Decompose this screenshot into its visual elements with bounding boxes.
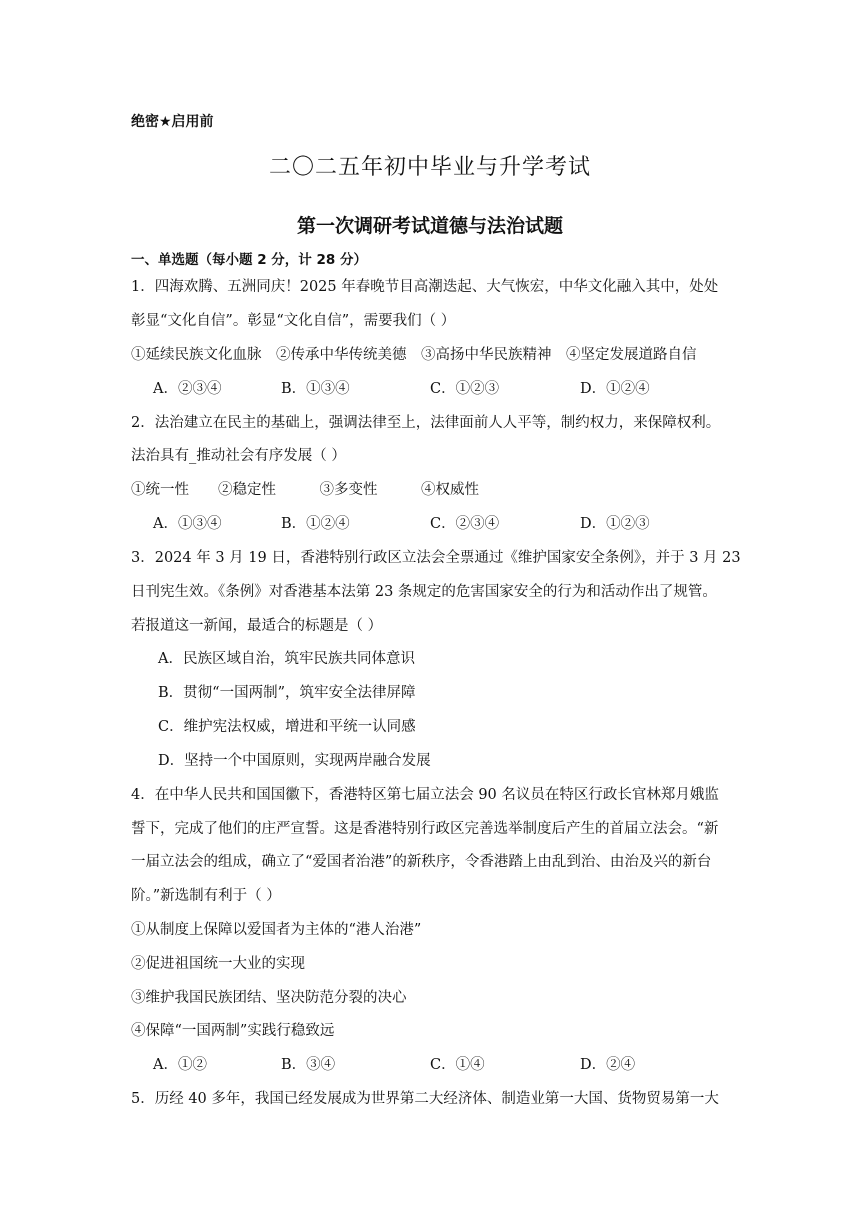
question-4-text: 一届立法会的组成，确立了“爱国者治港”的新秩序，令香港踏上由乱到治、由治及兴的新台 xyxy=(131,854,712,870)
question-4-item: ③维护我国民族团结、坚决防范分裂的决心 xyxy=(131,990,407,1006)
question-1-text: 1．四海欢腾、五洲同庆！2025 年春晚节目高潮迭起、大气恢宏，中华文化融入其中，处处 xyxy=(131,279,719,295)
question-3-choice-a: A．民族区域自治，筑牢民族共同体意识 xyxy=(158,651,415,667)
question-1-choice-b: B．①③④ xyxy=(281,381,350,397)
question-4-choice-d: D．②④ xyxy=(580,1057,636,1073)
question-3-text: 3．2024 年 3 月 19 日，香港特别行政区立法会全票通过《维护国家安全条例》，并于 3 月 23 xyxy=(131,550,741,566)
question-2-text: 2．法治建立在民主的基础上，强调法律至上，法律面前人人平等，制约权力，来保障权利。 xyxy=(131,415,721,431)
question-4-choice-b: B．③④ xyxy=(281,1057,336,1073)
question-4-text: 阶。”新选制有利于（ ） xyxy=(131,888,281,904)
question-5-text: 5．历经 40 多年，我国已经发展成为世界第二大经济体、制造业第一大国、货物贸易第一大 xyxy=(131,1091,719,1107)
question-2-text: 法治具有_推动社会有序发展（ ） xyxy=(131,448,346,464)
confidential-label: 绝密★启用前 xyxy=(131,114,214,130)
question-3-choice-d: D．坚持一个中国原则，实现两岸融合发展 xyxy=(158,753,431,769)
question-1-text: 彰显“文化自信”。彰显“文化自信”，需要我们（ ） xyxy=(131,313,456,329)
question-2-choice-d: D．①②③ xyxy=(580,516,650,532)
question-4-choice-a: A．①② xyxy=(153,1057,207,1073)
question-2-choice-a: A．①③④ xyxy=(153,516,222,532)
question-4-choice-c: C．①④ xyxy=(430,1057,485,1073)
question-4-text: 誓下，完成了他们的庄严宣誓。这是香港特别行政区完善选举制度后产生的首届立法会。“新 xyxy=(131,821,719,837)
question-2-choice-c: C．②③④ xyxy=(430,516,500,532)
question-1-choice-d: D．①②④ xyxy=(580,381,650,397)
exam-subtitle: 第一次调研考试道德与法治试题 xyxy=(296,215,563,237)
question-3-choice-c: C．维护宪法权威，增进和平统一认同感 xyxy=(158,719,416,735)
question-1-items: ①延续民族文化血脉 ②传承中华传统美德 ③高扬中华民族精神 ④坚定发展道路自信 xyxy=(131,347,697,363)
question-2-items: ①统一性 ②稳定性 ③多变性 ④权威性 xyxy=(131,482,479,498)
question-4-item: ②促进祖国统一大业的实现 xyxy=(131,956,305,972)
question-3-text: 日刊宪生效。《条例》对香港基本法第 23 条规定的危害国家安全的行为和活动作出了规管。 xyxy=(131,584,717,600)
question-1-choice-a: A．②③④ xyxy=(153,381,222,397)
question-4-item: ①从制度上保障以爱国者为主体的“港人治港” xyxy=(131,922,422,938)
question-4-text: 4．在中华人民共和国国徽下，香港特区第七届立法会 90 名议员在特区行政长官林郑月娥监 xyxy=(131,787,719,803)
question-3-choice-b: B．贯彻“一国两制”，筑牢安全法律屏障 xyxy=(158,685,416,701)
question-2-choice-b: B．①②④ xyxy=(281,516,350,532)
exam-title: 二〇二五年初中毕业与升学考试 xyxy=(268,155,591,180)
section-heading: 一、单选题（每小题 2 分，计 28 分） xyxy=(131,252,367,268)
question-3-text: 若报道这一新闻，最适合的标题是（ ） xyxy=(131,618,383,634)
question-1-choice-c: C．①②③ xyxy=(430,381,500,397)
question-4-item: ④保障“一国两制”实践行稳致远 xyxy=(131,1023,335,1039)
